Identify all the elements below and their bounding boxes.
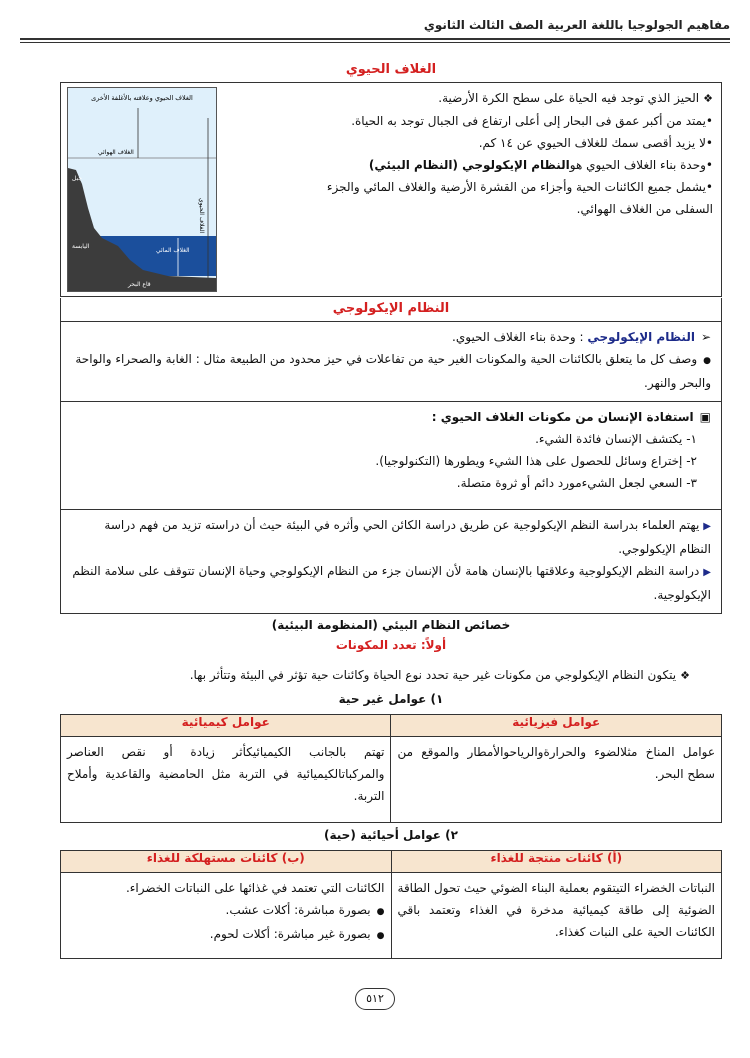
biosphere-line-5: •يشمل جميع الكائنات الحية وأجزاء من القشرة الأرضية والغلاف المائي والجزء السفلى من الغلاف الهوائي. bbox=[326, 180, 713, 216]
diagram-title: الغلاف الحيوي وعلاقته بالأغلفة الأخرى bbox=[91, 94, 193, 102]
biosphere-line-2: •يمتد من أكبر عمق فى البحار إلى أعلى ارتفاع فى الجبال توجد به الحياة. bbox=[351, 114, 713, 128]
physical-text: عوامل المناخ مثلالضوء والحرارةوالرياحوالأمطار والموقع من سطح البحر. bbox=[391, 737, 722, 823]
consumers-head: (ب) كائنات مستهلكة للغذاء bbox=[61, 851, 392, 873]
study-line-2: ▶ دراسة النظم الإيكولوجية وعلاقتها بالإنسان هامة لأن الإنسان جزء من النظام الإيكولوجي وحياة الإنسان تتوقف على سلامة النظم الإيكولوجية. bbox=[71, 560, 711, 606]
benefit-section bbox=[60, 402, 722, 510]
biosphere-line-1: ❖ الحيز الذي توجد فيه الحياة على سطح الكرة الأرضية. bbox=[293, 87, 713, 110]
consumers-item-1: ● بصورة مباشرة: أكلات عشب. bbox=[67, 899, 385, 923]
biosphere-section bbox=[60, 82, 722, 297]
biosphere-title: الغلاف الحيوي bbox=[345, 62, 437, 77]
ecosystem-description: ● وصف كل ما يتعلق بالكائنات الحية والمكونات الغير حية من تفاعلات في حيز محدود من الطبيعة مثال : الغابة والصحراء والواحة والبحر والنهر. bbox=[71, 348, 711, 394]
header-rule bbox=[20, 38, 730, 40]
producers-head: (أ) كائنات منتجة للغذاء bbox=[391, 851, 721, 873]
nonliving-table bbox=[60, 714, 722, 823]
ecosystem-definition bbox=[71, 326, 711, 348]
benefit-item-1: ١- يكتشف الإنسان فائدة الشيء. bbox=[535, 432, 697, 446]
ecosystem-section bbox=[60, 322, 722, 402]
header-rule-thin bbox=[20, 42, 730, 43]
benefit-item-3: ٣- السعي لجعل الشيءمورد دائم أو ثروة متصلة. bbox=[456, 476, 697, 490]
ecosystem-def-rest: : وحدة بناء الغلاف الحيوي. bbox=[452, 330, 584, 344]
chemical-text: تهتم بالجانب الكيميائيكأثر زيادة أو نقص العناصر والمركباتالكيميائية في التربة مثل الحامضية والقاعدية وأملاح التربة. bbox=[61, 737, 391, 823]
consumers-cell bbox=[61, 873, 392, 959]
consumers-intro: الكائنات التي تعتمد في غذائها على النباتات الخضراء. bbox=[125, 881, 385, 895]
page-header bbox=[20, 18, 730, 44]
header-title: مفاهيم الجولوجيا باللغة العربية الصف الثالث الثانوي bbox=[423, 18, 730, 32]
chemical-head: عوامل كيميائية bbox=[61, 715, 391, 737]
ecosystem-title: النظام الإيكولوجي bbox=[332, 301, 450, 316]
diagram-water-label: الغلاف المائي bbox=[156, 247, 190, 254]
diagram-seabed-label: قاع البحر bbox=[128, 281, 151, 288]
biosphere-line-3: •لا يزيد أقصى سمك للغلاف الحيوي عن ١٤ كم. bbox=[478, 136, 713, 150]
nonliving-title: ١) عوامل غير حية bbox=[338, 692, 444, 706]
characteristics-first: أولاً: تعدد المكونات bbox=[335, 638, 447, 652]
biosphere-text bbox=[293, 87, 713, 220]
benefit-item-2: ٢- إختراع وسائل للحصول على هذا الشيء ويطورها (التكنولوجيا). bbox=[375, 454, 697, 468]
study-section bbox=[60, 510, 722, 614]
physical-head: عوامل فيزيائية bbox=[391, 715, 722, 737]
producers-text: النباتات الخضراء التيتقوم بعملية البناء الضوئي حيث تحول الطاقة الضوئية إلى طاقة كيميائية مدخرة في الغذاء وتعتمد باقي الكائنات الحية على النبات كغذاء. bbox=[391, 873, 721, 959]
diagram-mountain-label: جبل bbox=[72, 175, 83, 182]
biosphere-diagram-graphic bbox=[68, 88, 216, 291]
living-table bbox=[60, 850, 722, 959]
characteristics-title: خصائص النظام البيئي (المنظومة البيئية) bbox=[271, 618, 511, 632]
living-title: ٢) عوامل أحيائية (حية) bbox=[324, 828, 458, 842]
biosphere-line-4: •وحدة بناء الغلاف الحيوي هوالنظام الإيكولوجي (النظام البيئي) bbox=[368, 158, 713, 172]
consumers-item-2: ● بصورة غير مباشرة: أكلات لحوم. bbox=[67, 923, 385, 947]
characteristics-intro: ❖ يتكون النظام الإيكولوجي من مكونات غير حية تحدد نوع الحياة وكائنات حية تؤثر في البيئة وتتأثر بها. bbox=[50, 664, 690, 687]
study-line-1: ▶ يهتم العلماء بدراسة النظم الإيكولوجية عن طريق دراسة الكائن الحي وأثره في البيئة حيث أن دراسته تزيد من فهم دراسة النظام الإيكولوجي. bbox=[71, 514, 711, 560]
unit-term: النظام الإيكولوجي (النظام البيئي) bbox=[368, 158, 570, 172]
benefit-title: ▣ استفادة الإنسان من مكونات الغلاف الحيوي : bbox=[71, 406, 711, 428]
biosphere-diagram bbox=[67, 87, 217, 292]
diagram-air-label: الغلاف الهوائي bbox=[98, 149, 134, 156]
diagram-bio-label: الغلاف الحيوي bbox=[198, 198, 205, 234]
ecosystem-title-row bbox=[60, 298, 722, 322]
page-number: ٥١٢ bbox=[355, 988, 395, 1010]
ecosystem-def-term: النظام الإيكولوجي bbox=[587, 330, 695, 344]
diagram-land-label: اليابسة bbox=[72, 243, 90, 250]
